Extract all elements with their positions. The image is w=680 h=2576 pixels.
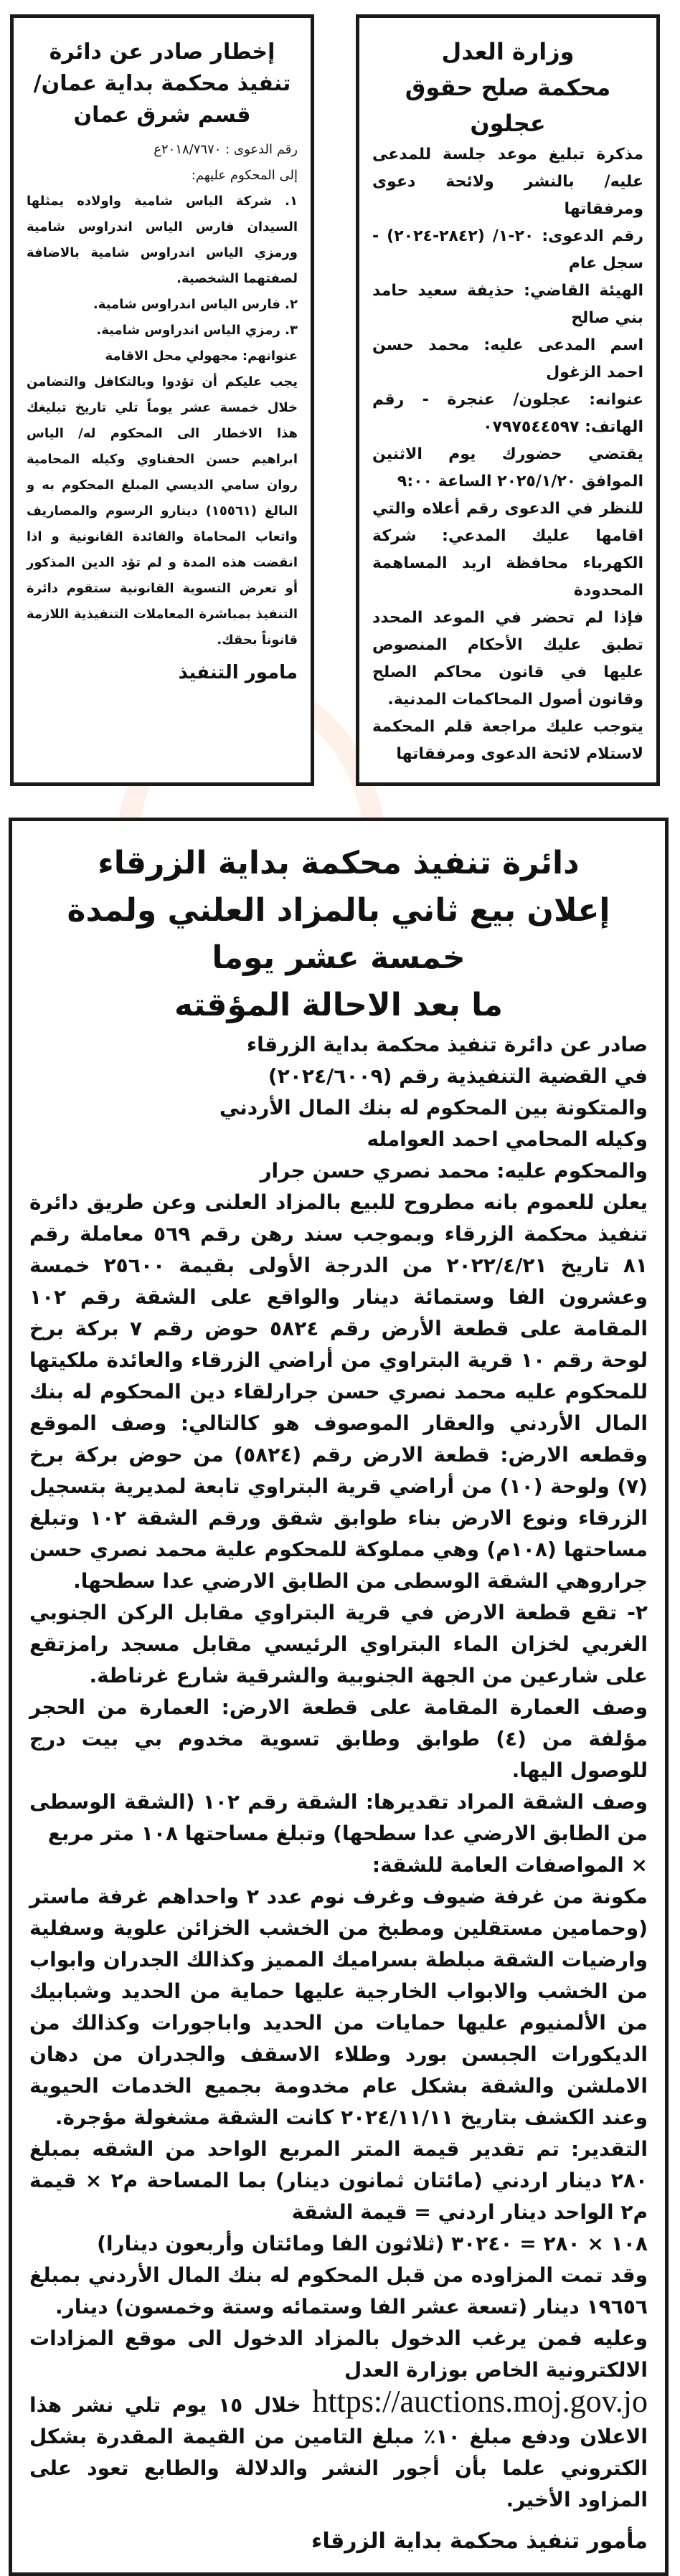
case-number: رقم الدعوى: ٢٠-١/ (٢٨٤٢-٢٠٢٤) - سجل عام xyxy=(372,227,643,273)
address: عنوانه: عجلون/ عنجرة - رقم الهاتف: ٠٧٩٧٥٤٤٥٩٧ xyxy=(372,391,643,436)
appearance-date: يقتضي حضورك يوم الاثنين الموافق ٢٠٢٥/١/٢٠ الساعة ٩:٠٠ xyxy=(372,445,643,491)
paragraph: والمتكونة بين المحكوم له بنك المال الأردني xyxy=(219,1096,648,1119)
paragraph: وعليه فمن يرغب الدخول بالمزاد الدخول الى موقع المزادات الالكترونية الخاص بوزارة العدل xyxy=(29,2326,648,2382)
case-number: رقم الدعوى : ٢٠١٨/٧٦٧٠ع xyxy=(154,142,298,157)
case-details: للنظر في الدعوى رقم أعلاه والتي اقامها عليك المدعي: شركة الكهرباء محافظة اربد المساهمة المحدودة xyxy=(372,500,643,600)
instruction: يتوجب عليك مراجعة قلم المحكمة لاستلام لائحة الدعوى ومرفقاتها xyxy=(372,718,643,763)
court-title: محكمة صلح حقوق عجلون xyxy=(405,74,611,137)
paragraph: صادر عن دائرة تنفيذ محكمة بداية الزرقاء xyxy=(246,1033,648,1056)
court-summons-ajloun xyxy=(356,14,660,786)
paragraph: وقد تمت المزاوده من قبل المحكوم له بنك المال الأردني بمبلغ ١٩٦٥٦ دينار (تسعة عشر الفا وستمائه وستة وخمسون) دينار. xyxy=(29,2263,648,2319)
paragraph: وصف الشقة المراد تقديرها: الشقة رقم ١٠٢ (الشقة الوسطى من الطابق الارضي عدا سطحها) وتبلغ مساحتها ١٠٨ متر مربع xyxy=(29,1790,648,1845)
paragraph: مكونة من غرفة ضيوف وغرف نوم عدد ٢ واحداهم غرفة ماستر (وحمامين مستقلين ومطبخ من الخشب الخزائن علوية وسفلية وارضيات الشقة مبلطة بسراميك المميز وكذالك الجدران وابواب من الخشب والابواب الخارجية عليها حماية من الحديد وشبابيك من الألمنيوم عليها حمايات من الحديد واباجورات وكذالك من الديكورات الجبسن بورد وطلاء الاسقف والجدران من دهان الاملشن والشقة بشكل عام مخدومة بجميع الخدمات الحيوية وعند الكشف بتاريخ ٢٠٢٤/١١/١١ كانت الشقة مشغولة مؤجرة. xyxy=(29,1885,648,2129)
closing-text: خلال ١٥ يوم تلي نشر هذا الاعلان ودفع مبلغ ١٠٪ مبلغ التامين من القيمة المقدرة بشكل الكتروني علما بأن أجور النشر والدلالة والطابع تعود على المزاود الأخير. xyxy=(29,2393,648,2511)
paragraph: التقدير: تم تقدير قيمة المتر المربع الواحد من الشقه بمبلغ ٢٨٠ دينار اردني (مائتان ثمانون دينار) بما المساحة م٢ × قيمة م٢ الواحد دينار اردني = قيمة الشقة xyxy=(29,2137,648,2224)
notice-body: يجب عليكم أن تؤدوا وبالتكافل والتضامن خلال خمسة عشر يوماً تلي تاريخ تبليغك هذا الاخطار الى المحكوم له/ الياس ابراهيم حسن الحفناوي وكيله المحامية روان سامي الديسي المبلغ المحكوم به و البالغ (١٥٥٦١) دينارو الرسوم والمصاريف واتعاب المحاماة والفائدة القانونية و اذا انقضت هذه المدة و لم تؤد الدين المذكور أو تعرض التسوية القانونية ستقوم دائرة التنفيذ بمباشرة المعاملات التنفيذية اللازمة قانوناً بحقك. xyxy=(27,374,298,648)
auction-notice-zarqa xyxy=(9,818,669,2576)
paragraph: يعلن للعموم بانه مطروح للبيع بالمزاد العلنى وعن طريق دائرة تنفيذ محكمة الزرقاء وبموجب سند رهن رقم ٥٦٩ معاملة رقم ٨١ تاريخ ٢٠٢٢/٤/٢١ من الدرجة الأولى بقيمة ٢٥٦٠٠ خمسة وعشرون الفا وستمائة دينار والواقع على الشقة رقم ١٠٢ المقامة على قطعة الأرض رقم ٥٨٢٤ حوض رقم ٧ بركة برخ لوحة رقم ١٠ قرية البتراوي من أراضي الزرقاء والعائدة ملكيتها للمحكوم عليه محمد نصري حسن جرارلقاء دين المحكوم له بنك المال الأردني والعقار الموصوف هو كالتالي: وصف الموقع وقطعه الارض: قطعة الارض رقم (٥٨٢٤) من حوض بركة برخ (٧) ولوحة (١٠) من أراضي قرية البتراوي تابعة لمديرية بتسجيل الزرقاء ونوع الارض بناء طوابق شقق ورقم الشقة ١٠٢ وتبلغ مساحتها (١٠٨م) وهي مملوكة للمحكوم علية محمد نصري حسن جراروهي الشقة الوسطى من الطابق الارضي عدا سطحها. xyxy=(29,1190,648,1593)
defendant: اسم المدعى عليه: محمد حسن احمد الزغول xyxy=(372,336,643,382)
recipient-address: عنوانهم: مجهولي محل الاقامة xyxy=(105,349,298,364)
top-row xyxy=(10,14,660,786)
paragraph: ١٠٨ × ٢٨٠ = ٣٠٢٤٠ (ثلاثون الفا ومائتان وأربعون دينارا) xyxy=(97,2232,648,2255)
auction-url-link[interactable]: https://auctions.moj.gov.jo xyxy=(312,2384,648,2419)
recipient-item: ١. شركة الياس شامية واولاده يمثلها السيدان فارس الياس اندراوس شامية ورمزي الياس اندراوس شامية بالاضافة لصفتهما الشخصية. xyxy=(27,194,298,286)
signature: مامور التنفيذ xyxy=(178,662,298,683)
ministry-title: وزارة العدل xyxy=(441,38,575,65)
paragraph: والمحكوم عليه: محمد نصري حسن جرار xyxy=(260,1159,648,1183)
recipient-item: ٣. رمزي الياس اندراوس شامية. xyxy=(96,323,298,338)
judge: الهيئة القاضي: حذيفة سعيد حامد بني صالح xyxy=(372,282,643,327)
paragraph: في القضية التنفيذية رقم (٢٠٢٤/٦٠٠٩) xyxy=(268,1064,648,1088)
subject: مذكرة تبليغ موعد جلسة للمدعى عليه/ بالنشر ولائحة دعوى ومرفقاتها xyxy=(372,146,643,218)
notice-title: إخطار صادر عن دائرة تنفيذ محكمة بداية عمان/ قسم شرق عمان xyxy=(33,39,291,128)
recipients-label: إلى المحكوم عليهم: xyxy=(191,168,298,183)
paragraph: × المواصفات العامة للشقة: xyxy=(372,1853,648,1877)
paragraph: وصف العمارة المقامة على قطعة الارض: العمارة من الحجر مؤلفة من (٤) طوابق وطابق تسوية مخدوم بي بيت درج للوصول اليها. xyxy=(29,1695,648,1782)
recipient-item: ٢. فارس الياس اندراوس شامية. xyxy=(93,297,298,312)
paragraph: وكيله المحامي احمد العوامله xyxy=(367,1127,648,1151)
notice-title: دائرة تنفيذ محكمة بداية الزرقاء xyxy=(98,845,580,881)
paragraph: ٢- تقع قطعة الارض في قرية البتراوي مقابل الركن الجنوبي الغربي لخزان الماء البتراوي الرئيسي مقابل مسجد رامزتقع على شارعين من الجهة الجنوبية والشرقية شارع غرناطة. xyxy=(29,1601,648,1687)
warning: فإذا لم تحضر في الموعد المحدد تطبق عليك الأحكام المنصوص عليها في قانون محاكم الصلح وقانون أصول المحاكمات المدنية. xyxy=(372,609,643,709)
closing-paragraph xyxy=(29,2386,648,2516)
notice-subtitle: إعلان بيع ثاني بالمزاد العلني ولمدة خمسة عشر يوما xyxy=(67,892,610,976)
notice-subtitle-2: ما بعد الاحالة المؤقته xyxy=(174,987,503,1023)
signature: مأمور تنفيذ محكمة بداية الزرقاء xyxy=(311,2529,648,2554)
enforcement-notice-amman xyxy=(10,14,314,786)
